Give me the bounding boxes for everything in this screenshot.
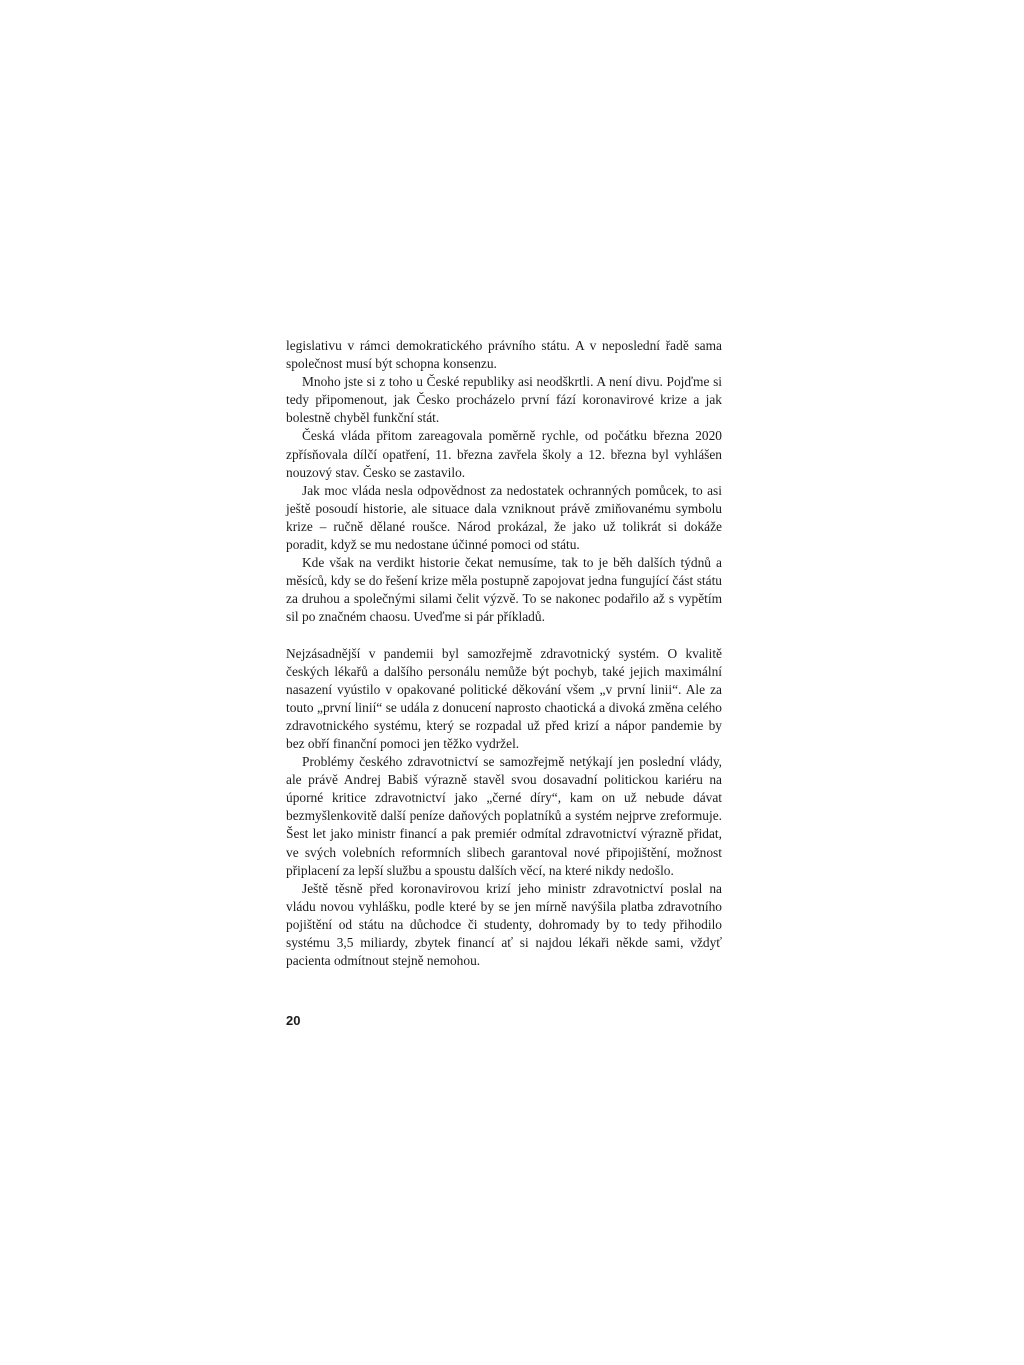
- paragraph: Česká vláda přitom zareagovala poměrně rychle, od počátku března 2020 zpřísňovala dílčí opatření, 11. března zavřela školy a 12. března byl vyhlášen nouzový stav. Česko se zastavilo.: [286, 428, 722, 480]
- body-text: [286, 337, 722, 970]
- paragraph: Jak moc vláda nesla odpovědnost za nedostatek ochranných pomůcek, to asi ještě posoudí historie, ale situace dala vzniknout právě zmiňovanému symbolu krize – ručně dělané roušce. Národ prokázal, že jako už tolikrát si dokáže poradit, když se mu nedostane účinné pomoci od státu.: [286, 482, 722, 553]
- paragraph: Nejzásadnější v pandemii byl samozřejmě zdravotnický systém. O kvalitě českých lékařů a dalšího personálu nemůže být pochyb, také jejich maximální nasazení vyústilo v opakované politické děkování všem „v první linii“. Ale za touto „první linií“ se udála z donucení naprosto chaotická a divoká změna celého zdravotnického systému, který se rozpadal už před krizí a nápor pandemie by bez obří finanční pomoci jen těžko vydržel.: [286, 645, 722, 751]
- page-number: 20: [286, 1013, 301, 1028]
- paragraph: Mnoho jste si z toho u České republiky asi neodškrtli. A není divu. Pojďme si tedy připomenout, jak Česko procházelo první fází koronavirové krize a jak bolestně chyběl funkční stát.: [286, 374, 722, 426]
- paragraph: Problémy českého zdravotnictví se samozřejmě netýkají jen poslední vlády, ale právě Andrej Babiš výrazně stavěl svou dosavadní politickou kariéru na úporné kritice zdravotnictví jako „černé díry“, kam on už nebude dávat bezmyšlenkovitě další peníze daňových poplatníků a systém nejprve zreformuje. Šest let jako ministr financí a pak premiér odmítal zdravotnictví výrazně přidat, ve svých volebních reformních slibech garantoval nové připojištění, možnost připlacení za lepší službu a spoustu dalších věcí, na které nikdy nedošlo.: [286, 754, 722, 878]
- paragraph: Kde však na verdikt historie čekat nemusíme, tak to je běh dalších týdnů a měsíců, kdy se do řešení krize měla postupně zapojovat jedna fungující část státu za druhou a společnými silami čelit výzvě. To se nakonec podařilo až s vypětím sil po značném chaosu. Uveďme si pár příkladů.: [286, 555, 722, 625]
- paragraph: legislativu v rámci demokratického právního státu. A v neposlední řadě sama společnost musí být schopna konsenzu.: [286, 338, 722, 372]
- paragraph: Ještě těsně před koronavirovou krizí jeho ministr zdravotnictví poslal na vládu novou vyhlášku, podle které by se jen mírně navýšila platba zdravotního pojištění od státu na důchodce či studenty, dohromady by to tedy přihodilo systému 3,5 miliardy, zbytek financí ať si najdou lékaři někde sami, vždyť pacienta odmítnout stejně nemohou.: [286, 880, 722, 969]
